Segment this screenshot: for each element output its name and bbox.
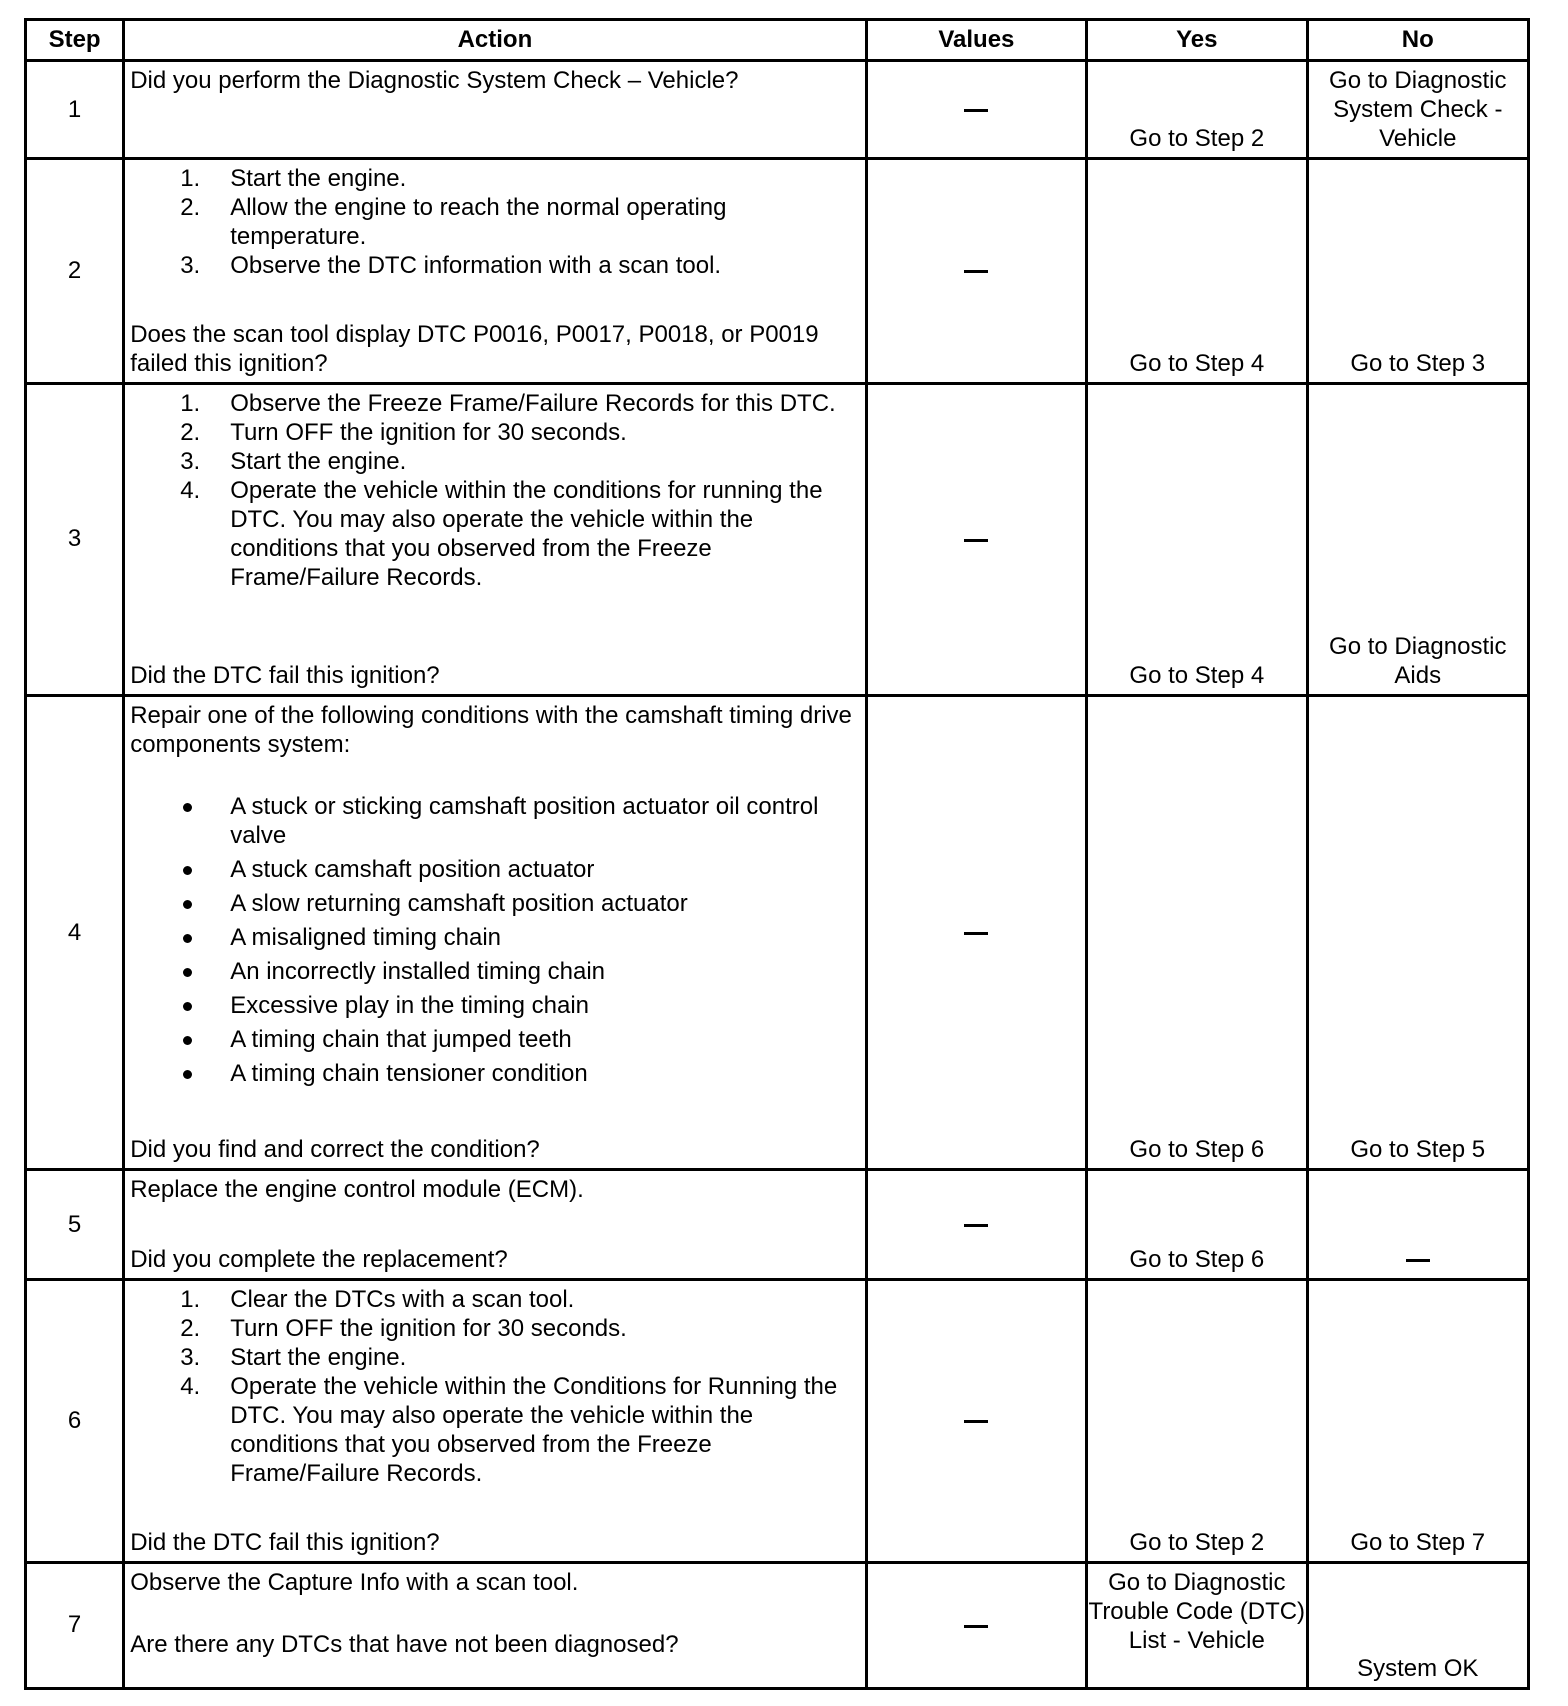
condition-list (130, 792, 852, 1093)
no-cell: Go to Step 3 (1307, 159, 1528, 383)
table-row (26, 1280, 1529, 1563)
bullet-icon (183, 968, 192, 977)
diagnostic-table (24, 18, 1530, 1690)
list-item: 1. Observe the Freeze Frame/Failure Records for this DTC. (180, 389, 836, 417)
list-item: 4. Operate the vehicle within the Conditions for Running the DTC. You may also operate the vehicle within the conditions that you observed from the Freeze Frame/Failure Records. (180, 1373, 838, 1488)
yes-cell: Go to Step 6 (1087, 1170, 1307, 1280)
action-question: Did you perform the Diagnostic System Check – Vehicle? (130, 67, 739, 94)
em-dash-icon (964, 1625, 988, 1628)
action-question: Does the scan tool display DTC P0016, P0017, P0018, or P0019 failed this ignition? (130, 320, 819, 377)
no-cell (1307, 1170, 1528, 1280)
action-steps (130, 1285, 852, 1488)
header-action: Action (124, 20, 866, 61)
action-question: Did the DTC fail this ignition? (130, 662, 440, 690)
list-item: 3. Start the engine. (180, 1344, 407, 1372)
yes-cell: Go to Step 2 (1087, 61, 1307, 159)
table-row (26, 61, 1529, 159)
no-cell: Go to Step 5 (1307, 696, 1528, 1170)
yes-cell: Go to Step 4 (1087, 159, 1307, 383)
step-number: 5 (26, 1170, 124, 1280)
bullet-icon (183, 900, 192, 909)
action-question: Did the DTC fail this ignition? (130, 1528, 440, 1556)
em-dash-icon (1406, 1259, 1430, 1262)
list-item: A slow returning camshaft position actuator (130, 889, 852, 918)
list-item: A stuck or sticking camshaft position actuator oil control valve (130, 792, 852, 850)
list-item: A misaligned timing chain (130, 923, 852, 952)
action-cell (124, 159, 866, 383)
values-cell (866, 61, 1086, 159)
list-item: 1. Start the engine. (180, 165, 407, 193)
list-item: An incorrectly installed timing chain (130, 957, 852, 986)
action-intro: Repair one of the following conditions with the camshaft timing drive components system: (130, 702, 852, 759)
table-row (26, 383, 1529, 696)
step-number: 4 (26, 696, 124, 1170)
action-steps (130, 389, 852, 592)
values-cell (866, 696, 1086, 1170)
step-number: 7 (26, 1562, 124, 1688)
action-question: Are there any DTCs that have not been diagnosed? (130, 1630, 679, 1658)
action-question: Did you complete the replacement? (130, 1246, 508, 1274)
action-cell (124, 1280, 866, 1563)
step-number: 3 (26, 383, 124, 696)
step-number: 6 (26, 1280, 124, 1563)
header-row (26, 20, 1529, 61)
action-cell (124, 1170, 866, 1280)
list-item: A timing chain tensioner condition (130, 1059, 852, 1088)
yes-cell: Go to Step 6 (1087, 696, 1307, 1170)
table-row (26, 1170, 1529, 1280)
yes-cell: Go to Step 4 (1087, 383, 1307, 696)
table-row (26, 159, 1529, 383)
action-steps (130, 164, 852, 280)
step-number: 1 (26, 61, 124, 159)
em-dash-icon (964, 1224, 988, 1227)
bullet-icon (183, 1036, 192, 1045)
list-item: 2. Turn OFF the ignition for 30 seconds. (180, 1315, 627, 1343)
list-item: 3. Observe the DTC information with a scan tool. (180, 252, 722, 280)
values-cell (866, 1280, 1086, 1563)
no-cell: Go to Diagnostic System Check - Vehicle (1307, 61, 1528, 159)
action-cell (124, 1562, 866, 1688)
header-yes: Yes (1087, 20, 1307, 61)
values-cell (866, 1562, 1086, 1688)
no-cell: Go to Diagnostic Aids (1307, 383, 1528, 696)
action-cell (124, 61, 866, 159)
action-cell (124, 696, 866, 1170)
em-dash-icon (964, 539, 988, 542)
action-intro: Observe the Capture Info with a scan tool. (130, 1568, 579, 1596)
yes-cell: Go to Diagnostic Trouble Code (DTC) List - Vehicle (1087, 1562, 1307, 1688)
em-dash-icon (964, 1420, 988, 1423)
header-step: Step (26, 20, 124, 61)
step-number: 2 (26, 159, 124, 383)
action-intro: Replace the engine control module (ECM). (130, 1176, 584, 1203)
list-item: A timing chain that jumped teeth (130, 1025, 852, 1054)
list-item: 1. Clear the DTCs with a scan tool. (180, 1286, 575, 1314)
header-values: Values (866, 20, 1086, 61)
bullet-icon (183, 803, 192, 812)
em-dash-icon (964, 109, 988, 112)
values-cell (866, 1170, 1086, 1280)
no-cell: System OK (1307, 1562, 1528, 1688)
table-row (26, 1562, 1529, 1688)
list-item: 2. Turn OFF the ignition for 30 seconds. (180, 418, 627, 446)
bullet-icon (183, 1070, 192, 1079)
action-cell (124, 383, 866, 696)
list-item: 4. Operate the vehicle within the conditions for running the DTC. You may also operate the vehicle within the conditions that you observed from the Freeze Frame/Failure Records. (180, 476, 823, 591)
no-cell: Go to Step 7 (1307, 1280, 1528, 1563)
yes-cell: Go to Step 2 (1087, 1280, 1307, 1563)
em-dash-icon (964, 270, 988, 273)
bullet-icon (183, 1002, 192, 1011)
values-cell (866, 383, 1086, 696)
list-item: Excessive play in the timing chain (130, 991, 852, 1020)
em-dash-icon (964, 932, 988, 935)
action-question: Did you find and correct the condition? (130, 1136, 540, 1163)
list-item: A stuck camshaft position actuator (130, 855, 852, 884)
list-item: 3. Start the engine. (180, 447, 407, 475)
header-no: No (1307, 20, 1528, 61)
list-item: 2. Allow the engine to reach the normal operating temperature. (180, 194, 727, 251)
bullet-icon (183, 934, 192, 943)
values-cell (866, 159, 1086, 383)
table-row (26, 696, 1529, 1170)
bullet-icon (183, 866, 192, 875)
